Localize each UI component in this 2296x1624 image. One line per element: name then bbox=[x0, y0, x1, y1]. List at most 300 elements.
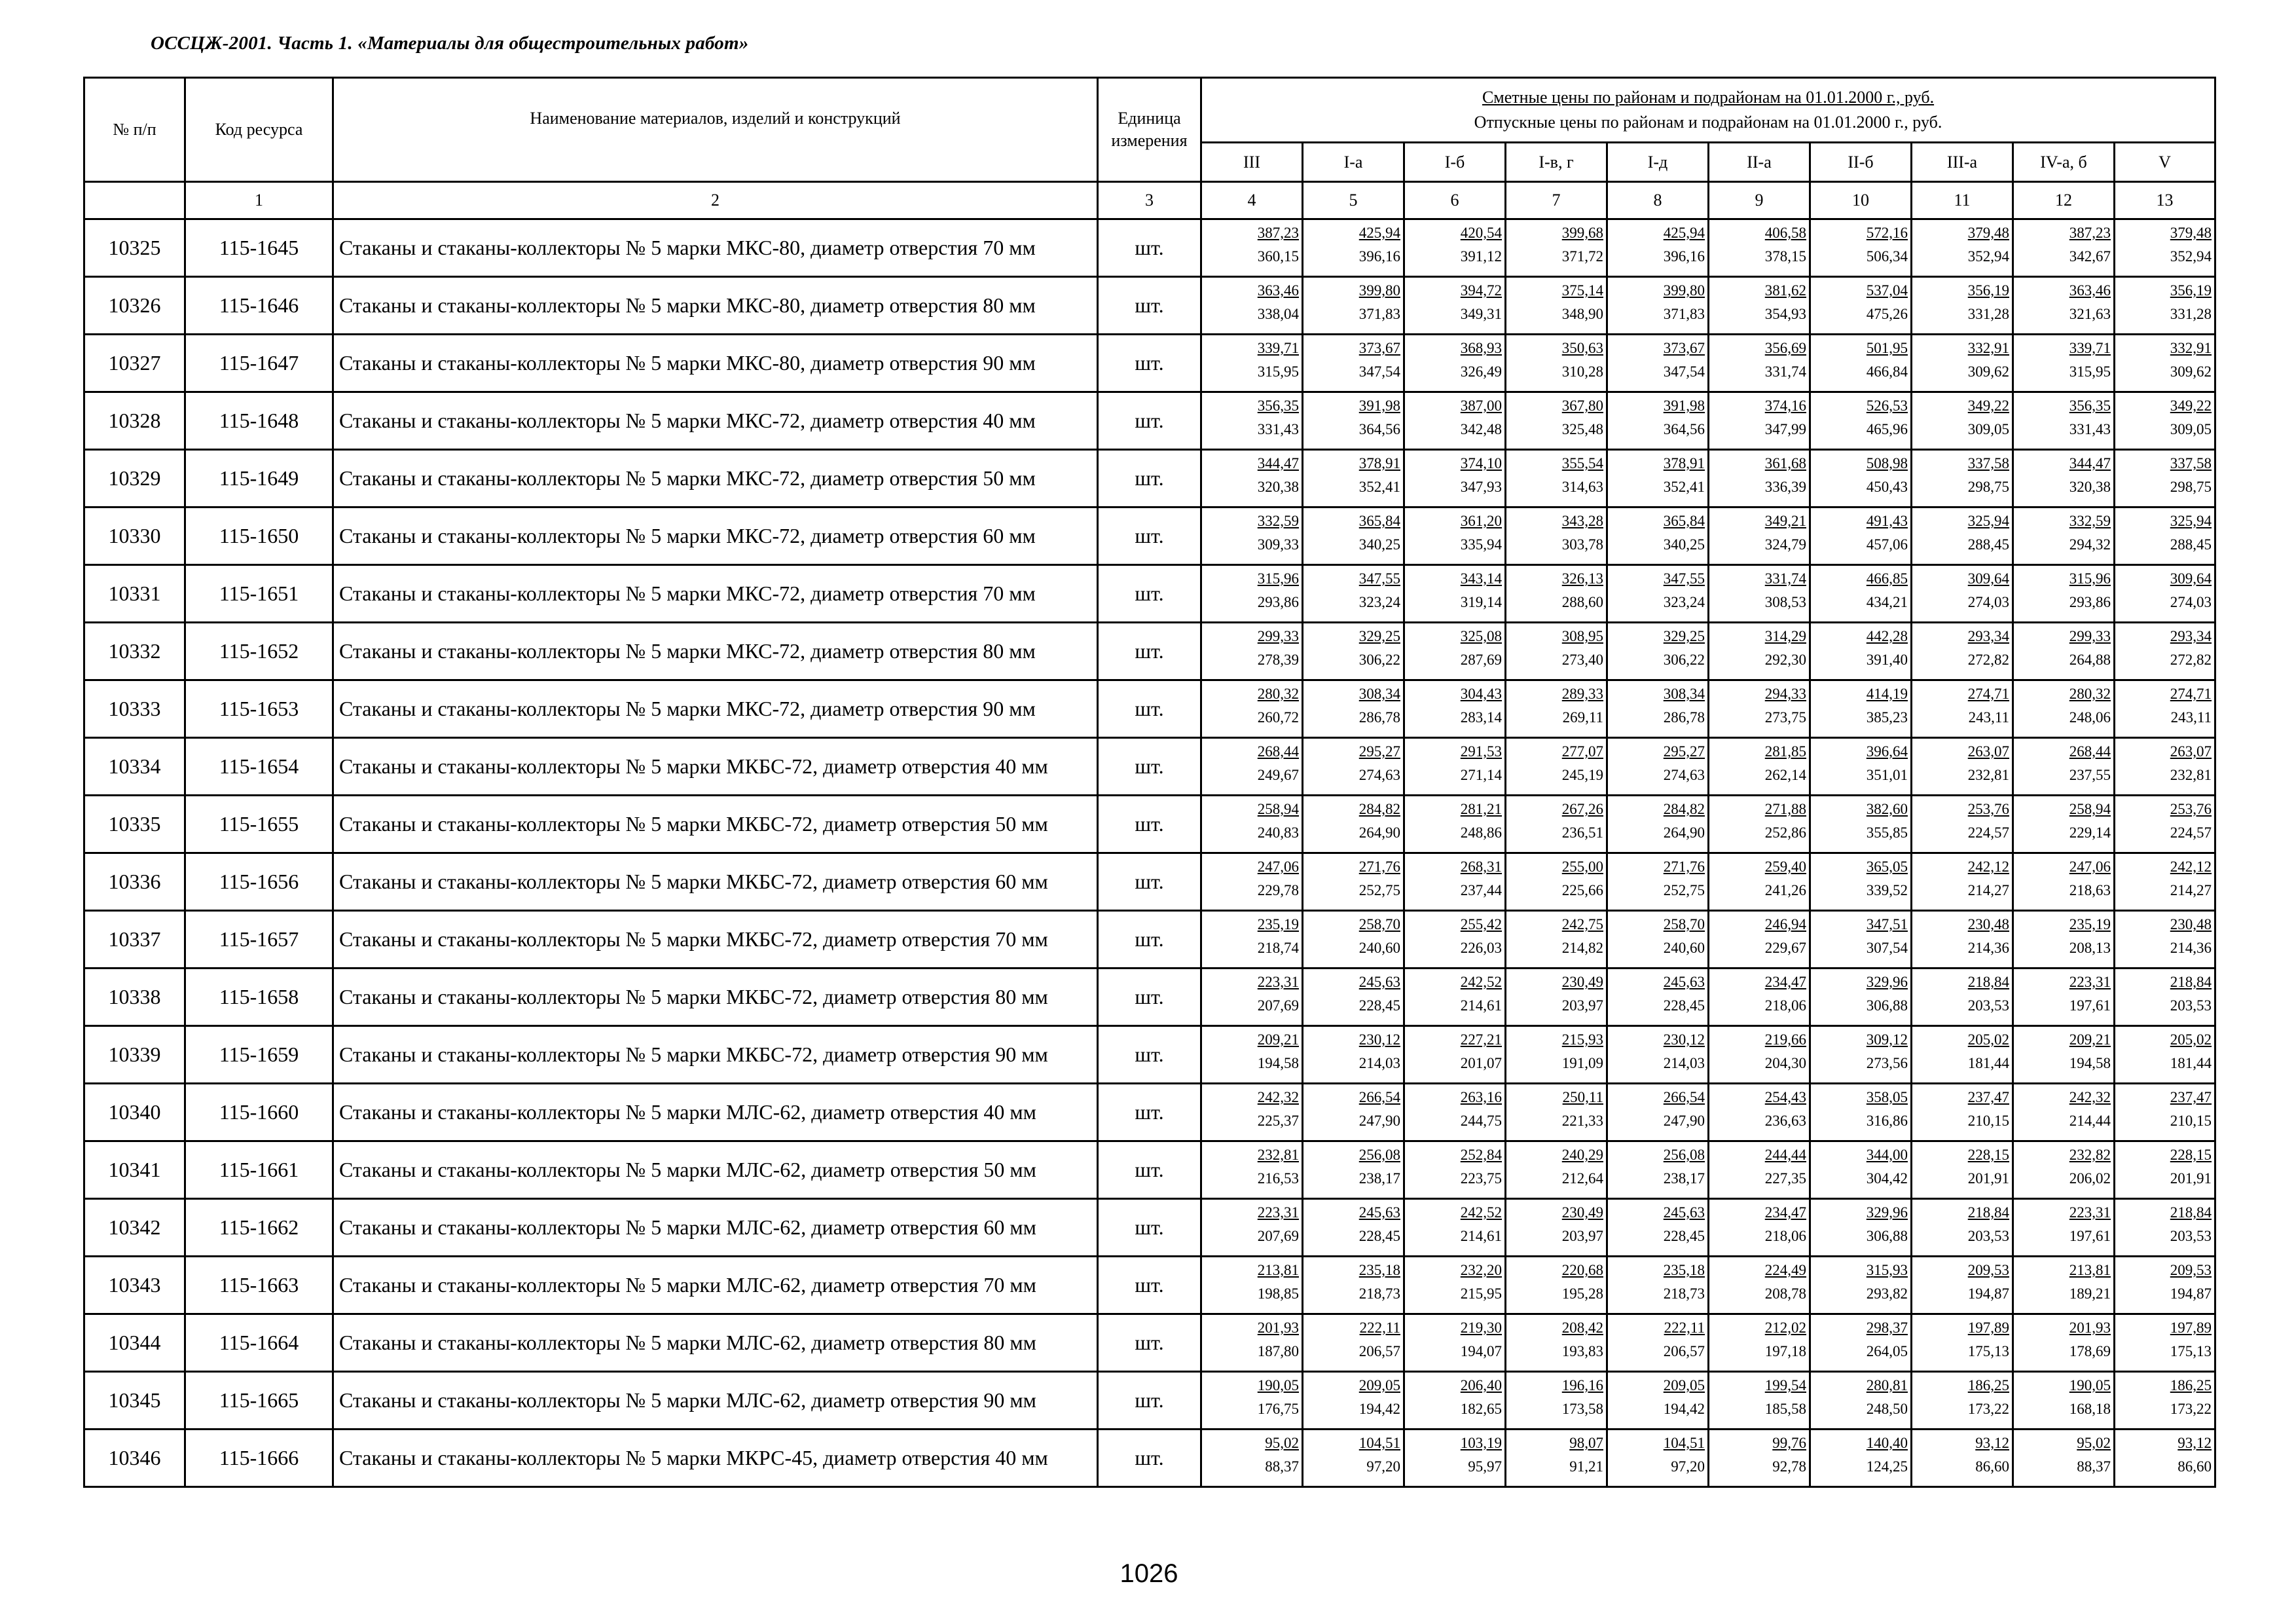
estimate-price: 284,82 bbox=[1358, 801, 1400, 817]
price-cell bbox=[2115, 680, 2215, 738]
material-name: Стаканы и стаканы-коллекторы № 5 марки МКС-72, диаметр отверстия 70 мм bbox=[333, 565, 1098, 623]
estimate-price: 375,14 bbox=[1561, 282, 1603, 299]
price-cell bbox=[1810, 392, 1912, 450]
price-cell bbox=[2115, 507, 2215, 565]
price-cell bbox=[1810, 1199, 1912, 1257]
release-price: 310,28 bbox=[1561, 363, 1603, 380]
release-price: 309,33 bbox=[1257, 536, 1299, 553]
estimate-price: 308,95 bbox=[1561, 628, 1603, 644]
column-number: 12 bbox=[2013, 182, 2115, 219]
price-cell bbox=[1404, 1314, 1506, 1372]
price-cell bbox=[1607, 969, 1709, 1026]
release-price: 342,67 bbox=[2069, 248, 2111, 265]
release-price: 214,03 bbox=[1663, 1055, 1705, 1071]
row-number: 10343 bbox=[84, 1257, 185, 1314]
price-cell bbox=[1303, 1026, 1404, 1084]
price-cell bbox=[1709, 219, 1810, 277]
price-cell bbox=[1709, 1314, 1810, 1372]
row-number: 10326 bbox=[84, 277, 185, 335]
release-price: 352,94 bbox=[1967, 248, 2009, 265]
material-name: Стаканы и стаканы-коллекторы № 5 марки МЛС-62, диаметр отверстия 60 мм bbox=[333, 1199, 1098, 1257]
release-price: 371,83 bbox=[1358, 306, 1400, 322]
release-price: 240,60 bbox=[1663, 940, 1705, 956]
resource-code: 115-1651 bbox=[185, 565, 333, 623]
estimate-price: 315,96 bbox=[1257, 570, 1299, 587]
price-cell bbox=[1709, 507, 1810, 565]
unit-cell: шт. bbox=[1098, 335, 1201, 392]
resource-code: 115-1660 bbox=[185, 1084, 333, 1141]
estimate-price: 361,20 bbox=[1460, 513, 1502, 529]
release-price: 326,49 bbox=[1460, 363, 1502, 380]
estimate-price: 280,32 bbox=[1257, 686, 1299, 702]
release-price: 225,66 bbox=[1561, 882, 1603, 898]
price-cell bbox=[1303, 335, 1404, 392]
price-cell bbox=[2115, 1257, 2215, 1314]
price-cell bbox=[2013, 1084, 2115, 1141]
estimate-price: 230,12 bbox=[1663, 1031, 1705, 1048]
price-cell bbox=[1810, 853, 1912, 911]
estimate-price: 253,76 bbox=[1967, 801, 2009, 817]
price-cell bbox=[1201, 1314, 1303, 1372]
estimate-price: 331,74 bbox=[1764, 570, 1806, 587]
release-price: 226,03 bbox=[1460, 940, 1502, 956]
release-price: 214,36 bbox=[1967, 940, 2009, 956]
price-cell bbox=[1709, 680, 1810, 738]
release-price: 236,51 bbox=[1561, 824, 1603, 841]
row-number: 10337 bbox=[84, 911, 185, 969]
material-name: Стаканы и стаканы-коллекторы № 5 марки МКБС-72, диаметр отверстия 50 мм bbox=[333, 796, 1098, 853]
price-cell bbox=[1404, 623, 1506, 680]
price-cell bbox=[1709, 1026, 1810, 1084]
header-estimate-prices: Сметные цены по районам и подрайонам на 01.01.2000 г., руб. bbox=[1482, 88, 1935, 107]
price-cell bbox=[1709, 392, 1810, 450]
row-number: 10336 bbox=[84, 853, 185, 911]
unit-cell: шт. bbox=[1098, 680, 1201, 738]
price-cell bbox=[1810, 1430, 1912, 1487]
estimate-price: 399,80 bbox=[1358, 282, 1400, 299]
column-number: 7 bbox=[1506, 182, 1607, 219]
row-number: 10339 bbox=[84, 1026, 185, 1084]
estimate-price: 295,27 bbox=[1663, 743, 1705, 760]
release-price: 194,42 bbox=[1663, 1401, 1705, 1417]
release-price: 288,45 bbox=[2170, 536, 2212, 553]
estimate-price: 256,08 bbox=[1358, 1147, 1400, 1163]
price-cell bbox=[2115, 565, 2215, 623]
price-cell bbox=[1404, 1084, 1506, 1141]
header-release-prices: Отпускные цены по районам и подрайонам на 01.01.2000 г., руб. bbox=[1474, 113, 1942, 132]
release-price: 194,87 bbox=[1967, 1285, 2009, 1302]
release-price: 385,23 bbox=[1866, 709, 1908, 726]
estimate-price: 213,81 bbox=[2069, 1262, 2111, 1278]
estimate-price: 304,43 bbox=[1460, 686, 1502, 702]
release-price: 216,53 bbox=[1257, 1170, 1299, 1187]
release-price: 434,21 bbox=[1866, 594, 1908, 610]
price-cell bbox=[1607, 853, 1709, 911]
material-name: Стаканы и стаканы-коллекторы № 5 марки МЛС-62, диаметр отверстия 50 мм bbox=[333, 1141, 1098, 1199]
release-price: 124,25 bbox=[1866, 1458, 1908, 1475]
header-unit: Единица измерения bbox=[1098, 78, 1201, 182]
price-cell bbox=[1810, 277, 1912, 335]
estimate-price: 199,54 bbox=[1764, 1377, 1806, 1393]
estimate-price: 365,84 bbox=[1358, 513, 1400, 529]
release-price: 201,91 bbox=[1967, 1170, 2009, 1187]
release-price: 331,74 bbox=[1764, 363, 1806, 380]
price-cell bbox=[1607, 738, 1709, 796]
release-price: 352,41 bbox=[1358, 479, 1400, 495]
estimate-price: 232,20 bbox=[1460, 1262, 1502, 1278]
price-cell bbox=[1709, 853, 1810, 911]
estimate-price: 391,98 bbox=[1358, 397, 1400, 414]
table-row bbox=[84, 277, 2215, 335]
region-header: III-а bbox=[1912, 143, 2013, 182]
row-number: 10327 bbox=[84, 335, 185, 392]
price-cell bbox=[2115, 738, 2215, 796]
price-cell bbox=[1709, 911, 1810, 969]
estimate-price: 258,94 bbox=[2069, 801, 2111, 817]
price-cell bbox=[1201, 277, 1303, 335]
row-number: 10329 bbox=[84, 450, 185, 507]
release-price: 465,96 bbox=[1866, 421, 1908, 437]
price-cell bbox=[1709, 277, 1810, 335]
estimate-price: 268,44 bbox=[1257, 743, 1299, 760]
estimate-price: 277,07 bbox=[1561, 743, 1603, 760]
release-price: 223,75 bbox=[1460, 1170, 1502, 1187]
estimate-price: 201,93 bbox=[1257, 1320, 1299, 1336]
release-price: 97,20 bbox=[1671, 1458, 1705, 1475]
release-price: 194,58 bbox=[1257, 1055, 1299, 1071]
release-price: 371,72 bbox=[1561, 248, 1603, 265]
price-cell bbox=[1201, 853, 1303, 911]
estimate-price: 347,55 bbox=[1663, 570, 1705, 587]
unit-cell: шт. bbox=[1098, 623, 1201, 680]
release-price: 176,75 bbox=[1257, 1401, 1299, 1417]
price-cell bbox=[1404, 1141, 1506, 1199]
price-cell bbox=[1404, 853, 1506, 911]
estimate-price: 382,60 bbox=[1866, 801, 1908, 817]
unit-cell: шт. bbox=[1098, 219, 1201, 277]
estimate-price: 242,32 bbox=[2069, 1089, 2111, 1105]
price-cell bbox=[1912, 1430, 2013, 1487]
release-price: 340,25 bbox=[1358, 536, 1400, 553]
resource-code: 115-1646 bbox=[185, 277, 333, 335]
material-name: Стаканы и стаканы-коллекторы № 5 марки МКС-72, диаметр отверстия 50 мм bbox=[333, 450, 1098, 507]
release-price: 355,85 bbox=[1866, 824, 1908, 841]
unit-cell: шт. bbox=[1098, 969, 1201, 1026]
price-cell bbox=[1506, 1141, 1607, 1199]
price-cell bbox=[1607, 565, 1709, 623]
price-cell bbox=[1912, 623, 2013, 680]
estimate-price: 379,48 bbox=[1967, 225, 2009, 241]
estimate-price: 349,21 bbox=[1764, 513, 1806, 529]
price-cell bbox=[1201, 392, 1303, 450]
price-cell bbox=[1709, 450, 1810, 507]
row-number: 10342 bbox=[84, 1199, 185, 1257]
price-cell bbox=[1404, 1372, 1506, 1430]
estimate-price: 347,55 bbox=[1358, 570, 1400, 587]
estimate-price: 387,23 bbox=[2069, 225, 2111, 241]
header-price-group bbox=[1201, 78, 2215, 143]
price-cell bbox=[1201, 1141, 1303, 1199]
price-cell bbox=[1506, 1199, 1607, 1257]
price-cell bbox=[1404, 680, 1506, 738]
price-cell bbox=[1303, 392, 1404, 450]
estimate-price: 209,05 bbox=[1663, 1377, 1705, 1393]
release-price: 273,56 bbox=[1866, 1055, 1908, 1071]
price-cell bbox=[1607, 277, 1709, 335]
release-price: 208,78 bbox=[1764, 1285, 1806, 1302]
release-price: 224,57 bbox=[1967, 824, 2009, 841]
price-cell bbox=[1303, 1141, 1404, 1199]
estimate-price: 245,63 bbox=[1663, 974, 1705, 990]
estimate-price: 246,94 bbox=[1764, 916, 1806, 932]
resource-code: 115-1653 bbox=[185, 680, 333, 738]
table-row bbox=[84, 1199, 2215, 1257]
price-cell bbox=[2115, 1372, 2215, 1430]
unit-cell: шт. bbox=[1098, 796, 1201, 853]
release-price: 232,81 bbox=[2170, 767, 2212, 783]
release-price: 335,94 bbox=[1460, 536, 1502, 553]
release-price: 264,90 bbox=[1663, 824, 1705, 841]
release-price: 274,03 bbox=[1967, 594, 2009, 610]
price-cell bbox=[1404, 911, 1506, 969]
price-cell bbox=[1506, 1084, 1607, 1141]
price-cell bbox=[1912, 1084, 2013, 1141]
estimate-price: 230,49 bbox=[1561, 1204, 1603, 1221]
price-cell bbox=[1912, 450, 2013, 507]
estimate-price: 356,35 bbox=[1257, 397, 1299, 414]
resource-code: 115-1657 bbox=[185, 911, 333, 969]
price-cell bbox=[1303, 623, 1404, 680]
release-price: 203,53 bbox=[1967, 1228, 2009, 1244]
release-price: 244,75 bbox=[1460, 1113, 1502, 1129]
column-number: 6 bbox=[1404, 182, 1506, 219]
estimate-price: 201,93 bbox=[2069, 1320, 2111, 1336]
column-number: 4 bbox=[1201, 182, 1303, 219]
release-price: 352,41 bbox=[1663, 479, 1705, 495]
price-cell bbox=[1810, 450, 1912, 507]
release-price: 321,63 bbox=[2069, 306, 2111, 322]
price-cell bbox=[1404, 1199, 1506, 1257]
estimate-price: 295,27 bbox=[1358, 743, 1400, 760]
region-header: III bbox=[1201, 143, 1303, 182]
region-header: IV-а, б bbox=[2013, 143, 2115, 182]
price-cell bbox=[1912, 969, 2013, 1026]
estimate-price: 309,64 bbox=[1967, 570, 2009, 587]
release-price: 245,19 bbox=[1561, 767, 1603, 783]
estimate-price: 266,54 bbox=[1358, 1089, 1400, 1105]
price-cell bbox=[1912, 507, 2013, 565]
release-price: 306,22 bbox=[1358, 652, 1400, 668]
price-cell bbox=[2115, 853, 2215, 911]
unit-cell: шт. bbox=[1098, 450, 1201, 507]
estimate-price: 263,07 bbox=[2170, 743, 2212, 760]
estimate-price: 103,19 bbox=[1460, 1435, 1502, 1451]
estimate-price: 414,19 bbox=[1866, 686, 1908, 702]
price-cell bbox=[1506, 219, 1607, 277]
estimate-price: 224,49 bbox=[1764, 1262, 1806, 1278]
price-cell bbox=[1303, 853, 1404, 911]
price-cell bbox=[1404, 1026, 1506, 1084]
price-cell bbox=[1404, 335, 1506, 392]
release-price: 293,86 bbox=[1257, 594, 1299, 610]
price-cell bbox=[1810, 219, 1912, 277]
release-price: 207,69 bbox=[1257, 1228, 1299, 1244]
estimate-price: 356,69 bbox=[1764, 340, 1806, 356]
price-cell bbox=[1709, 969, 1810, 1026]
estimate-price: 344,00 bbox=[1866, 1147, 1908, 1163]
release-price: 298,75 bbox=[2170, 479, 2212, 495]
release-price: 249,67 bbox=[1257, 767, 1299, 783]
resource-code: 115-1664 bbox=[185, 1314, 333, 1372]
estimate-price: 298,37 bbox=[1866, 1320, 1908, 1336]
estimate-price: 291,53 bbox=[1460, 743, 1502, 760]
release-price: 228,45 bbox=[1663, 1228, 1705, 1244]
price-cell bbox=[1506, 969, 1607, 1026]
estimate-price: 572,16 bbox=[1866, 225, 1908, 241]
price-cell bbox=[1303, 219, 1404, 277]
price-cell bbox=[1303, 1199, 1404, 1257]
price-cell bbox=[2115, 1314, 2215, 1372]
price-cell bbox=[1810, 796, 1912, 853]
material-name: Стаканы и стаканы-коллекторы № 5 марки МКС-72, диаметр отверстия 40 мм bbox=[333, 392, 1098, 450]
estimate-price: 104,51 bbox=[1663, 1435, 1705, 1451]
release-price: 306,88 bbox=[1866, 1228, 1908, 1244]
price-cell bbox=[1201, 507, 1303, 565]
estimate-price: 339,71 bbox=[1257, 340, 1299, 356]
estimate-price: 218,84 bbox=[1967, 1204, 2009, 1221]
resource-code: 115-1650 bbox=[185, 507, 333, 565]
release-price: 371,83 bbox=[1663, 306, 1705, 322]
price-cell bbox=[1810, 1084, 1912, 1141]
price-cell bbox=[1506, 738, 1607, 796]
release-price: 340,25 bbox=[1663, 536, 1705, 553]
price-cell bbox=[1303, 507, 1404, 565]
estimate-price: 255,42 bbox=[1460, 916, 1502, 932]
estimate-price: 247,06 bbox=[2069, 858, 2111, 875]
row-number: 10334 bbox=[84, 738, 185, 796]
release-price: 201,07 bbox=[1460, 1055, 1502, 1071]
release-price: 306,22 bbox=[1663, 652, 1705, 668]
price-cell bbox=[2013, 450, 2115, 507]
unit-cell: шт. bbox=[1098, 1026, 1201, 1084]
release-price: 238,17 bbox=[1358, 1170, 1400, 1187]
estimate-price: 363,46 bbox=[2069, 282, 2111, 299]
material-name: Стаканы и стаканы-коллекторы № 5 марки МКБС-72, диаметр отверстия 80 мм bbox=[333, 969, 1098, 1026]
release-price: 278,39 bbox=[1257, 652, 1299, 668]
price-cell bbox=[1810, 1372, 1912, 1430]
price-cell bbox=[1709, 1372, 1810, 1430]
estimate-price: 256,08 bbox=[1663, 1147, 1705, 1163]
release-price: 218,73 bbox=[1358, 1285, 1400, 1302]
table-row bbox=[84, 1026, 2215, 1084]
unit-cell: шт. bbox=[1098, 277, 1201, 335]
header-name: Наименование материалов, изделий и конструкций bbox=[333, 78, 1098, 182]
estimate-price: 98,07 bbox=[1569, 1435, 1603, 1451]
unit-cell: шт. bbox=[1098, 1084, 1201, 1141]
price-cell bbox=[1607, 1430, 1709, 1487]
release-price: 214,44 bbox=[2069, 1113, 2111, 1129]
estimate-price: 508,98 bbox=[1866, 455, 1908, 471]
price-cell bbox=[1607, 796, 1709, 853]
price-cell bbox=[1709, 335, 1810, 392]
release-price: 342,48 bbox=[1460, 421, 1502, 437]
release-price: 364,56 bbox=[1358, 421, 1400, 437]
release-price: 264,90 bbox=[1358, 824, 1400, 841]
price-cell bbox=[1912, 277, 2013, 335]
estimate-price: 284,82 bbox=[1663, 801, 1705, 817]
estimate-price: 339,71 bbox=[2069, 340, 2111, 356]
release-price: 214,27 bbox=[2170, 882, 2212, 898]
price-cell bbox=[1810, 1141, 1912, 1199]
region-header: V bbox=[2115, 143, 2215, 182]
estimate-price: 242,12 bbox=[1967, 858, 2009, 875]
release-price: 351,01 bbox=[1866, 767, 1908, 783]
price-cell bbox=[1303, 738, 1404, 796]
release-price: 320,38 bbox=[1257, 479, 1299, 495]
estimate-price: 355,54 bbox=[1561, 455, 1603, 471]
estimate-price: 378,91 bbox=[1663, 455, 1705, 471]
estimate-price: 289,33 bbox=[1561, 686, 1603, 702]
release-price: 298,75 bbox=[1967, 479, 2009, 495]
price-cell bbox=[1303, 1372, 1404, 1430]
release-price: 352,94 bbox=[2170, 248, 2212, 265]
release-price: 168,18 bbox=[2069, 1401, 2111, 1417]
material-name: Стаканы и стаканы-коллекторы № 5 марки МКБС-72, диаметр отверстия 40 мм bbox=[333, 738, 1098, 796]
release-price: 331,28 bbox=[2170, 306, 2212, 322]
release-price: 273,75 bbox=[1764, 709, 1806, 726]
price-cell bbox=[1607, 335, 1709, 392]
region-header: I-а bbox=[1303, 143, 1404, 182]
estimate-price: 363,46 bbox=[1257, 282, 1299, 299]
release-price: 307,54 bbox=[1866, 940, 1908, 956]
release-price: 475,26 bbox=[1866, 306, 1908, 322]
price-cell bbox=[1506, 1026, 1607, 1084]
estimate-price: 209,05 bbox=[1358, 1377, 1400, 1393]
price-cell bbox=[1404, 1430, 1506, 1487]
release-price: 189,21 bbox=[2069, 1285, 2111, 1302]
price-cell bbox=[1201, 911, 1303, 969]
price-cell bbox=[1709, 623, 1810, 680]
estimate-price: 222,11 bbox=[1664, 1320, 1705, 1336]
estimate-price: 232,81 bbox=[1257, 1147, 1299, 1163]
release-price: 391,40 bbox=[1866, 652, 1908, 668]
release-price: 323,24 bbox=[1358, 594, 1400, 610]
price-cell bbox=[2013, 565, 2115, 623]
estimate-price: 309,64 bbox=[2170, 570, 2212, 587]
release-price: 323,24 bbox=[1663, 594, 1705, 610]
estimate-price: 223,31 bbox=[2069, 974, 2111, 990]
release-price: 178,69 bbox=[2069, 1343, 2111, 1359]
release-price: 197,18 bbox=[1764, 1343, 1806, 1359]
estimate-price: 237,47 bbox=[1967, 1089, 2009, 1105]
release-price: 306,88 bbox=[1866, 997, 1908, 1014]
release-price: 191,09 bbox=[1561, 1055, 1603, 1071]
release-price: 320,38 bbox=[2069, 479, 2111, 495]
estimate-price: 326,13 bbox=[1561, 570, 1603, 587]
estimate-price: 347,51 bbox=[1866, 916, 1908, 932]
estimate-price: 329,96 bbox=[1866, 974, 1908, 990]
estimate-price: 219,30 bbox=[1460, 1320, 1502, 1336]
table-row bbox=[84, 1430, 2215, 1487]
release-price: 273,40 bbox=[1561, 652, 1603, 668]
estimate-price: 381,62 bbox=[1764, 282, 1806, 299]
estimate-price: 95,02 bbox=[2077, 1435, 2111, 1451]
price-cell bbox=[1912, 680, 2013, 738]
price-cell bbox=[1709, 1084, 1810, 1141]
release-price: 364,56 bbox=[1663, 421, 1705, 437]
estimate-price: 315,96 bbox=[2069, 570, 2111, 587]
release-price: 309,62 bbox=[1967, 363, 2009, 380]
